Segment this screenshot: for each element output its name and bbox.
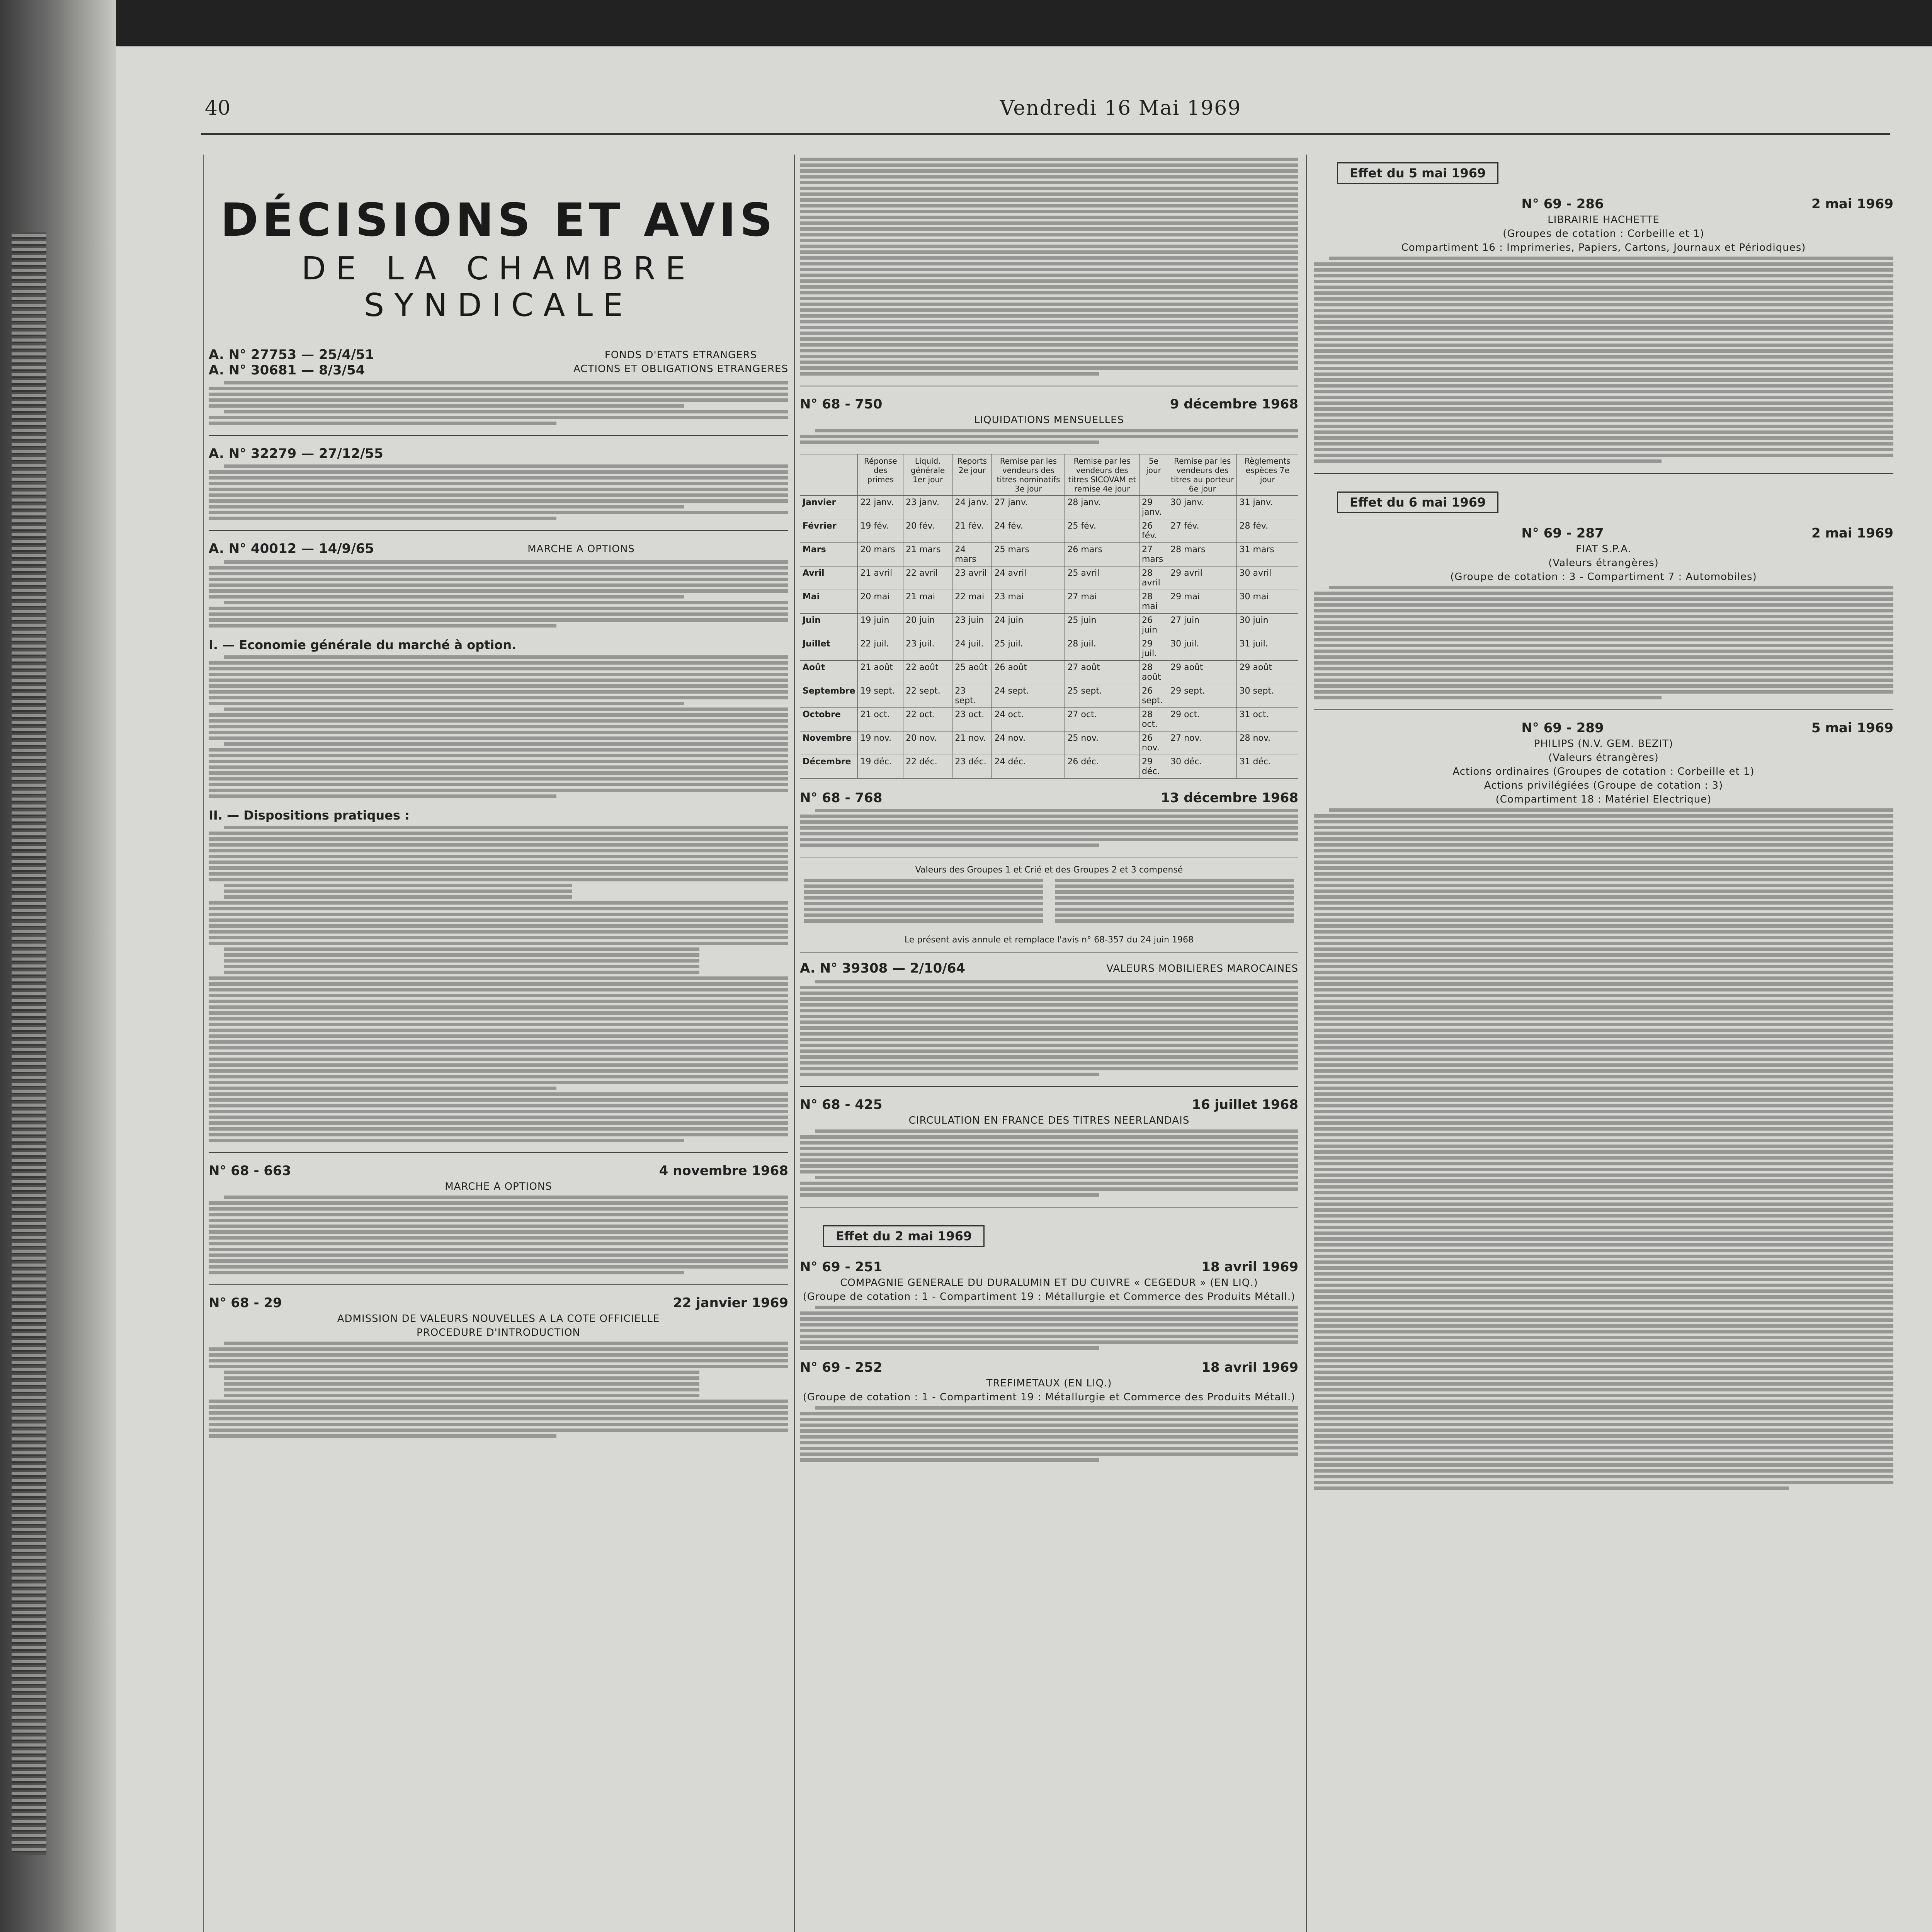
date-cell: 23 janv.	[903, 496, 952, 519]
notice-header	[1314, 196, 1893, 212]
notice-header	[800, 1259, 1298, 1275]
notice-subheading: (Groupe de cotation : 1 - Compartiment 19 : Métallurgie et Commerce des Produits Métall.)	[803, 1391, 1296, 1403]
column-left	[209, 155, 788, 1448]
notice-subheading: (Groupes de cotation : Corbeille et 1)	[1503, 228, 1704, 240]
body-text	[209, 464, 788, 520]
column-right	[1314, 155, 1893, 1500]
date-cell: 28 nov.	[1237, 731, 1298, 755]
date-cell: 30 janv.	[1168, 496, 1237, 519]
date-cell: 22 avril	[903, 566, 952, 590]
notice-heading: LIQUIDATIONS MENSUELLES	[974, 414, 1124, 426]
date-cell: 21 mai	[903, 590, 952, 614]
body-text	[800, 980, 1298, 1076]
table-header-cell: Reports 2e jour	[952, 454, 992, 496]
date-cell: 25 mars	[992, 543, 1065, 566]
notice-date: 9 décembre 1968	[1170, 396, 1298, 412]
divider	[1314, 709, 1893, 710]
body-text	[800, 429, 1298, 444]
body-text	[209, 826, 788, 1142]
body-text	[800, 809, 1298, 847]
notice-ref: N° 68 - 750	[800, 396, 883, 412]
table-header-cell: Règlements espèces 7e jour	[1237, 454, 1298, 496]
date-cell: 23 sept.	[952, 684, 992, 708]
notice-subheading: (Groupe de cotation : 3 - Compartiment 7 : Automobiles)	[1450, 571, 1757, 583]
body-text	[800, 1306, 1298, 1350]
date-cell: 29 août	[1237, 661, 1298, 684]
month-cell: Juin	[800, 614, 858, 637]
notice-date: 16 juillet 1968	[1192, 1097, 1298, 1112]
page-number: 40	[205, 97, 231, 120]
body-text	[209, 381, 788, 425]
date-cell: 27 oct.	[1065, 708, 1139, 731]
book-spine	[0, 0, 116, 1932]
table-header-cell: Remise par les vendeurs des titres nominatifs 3e jour	[992, 454, 1065, 496]
table-header-cell: Remise par les vendeurs des titres au porteur 6e jour	[1168, 454, 1237, 496]
date-cell: 28 avril	[1139, 566, 1168, 590]
notice-header	[209, 347, 788, 378]
date-cell: 30 sept.	[1237, 684, 1298, 708]
body-text	[800, 1129, 1298, 1197]
month-cell: Mars	[800, 543, 858, 566]
table-header-cell: Liquid. générale 1er jour	[903, 454, 952, 496]
date-cell: 24 juil.	[952, 637, 992, 661]
date-cell: 31 déc.	[1237, 755, 1298, 779]
notice-header	[209, 541, 788, 557]
date-cell: 26 août	[992, 661, 1065, 684]
table-row	[800, 543, 1298, 566]
notice-date: 13 décembre 1968	[1161, 790, 1298, 806]
compensation-box	[800, 857, 1298, 953]
table-row	[800, 590, 1298, 614]
divider	[209, 1152, 788, 1153]
column-rule	[203, 155, 204, 1932]
column-rule	[1306, 155, 1307, 1932]
month-cell: Décembre	[800, 755, 858, 779]
notice-ref: N° 69 - 252	[800, 1360, 883, 1375]
date-cell: 20 juin	[903, 614, 952, 637]
date-cell: 28 mars	[1168, 543, 1237, 566]
date-cell: 24 janv.	[952, 496, 992, 519]
month-cell: Juillet	[800, 637, 858, 661]
date-cell: 23 déc.	[952, 755, 992, 779]
date-cell: 22 août	[903, 661, 952, 684]
date-cell: 23 oct.	[952, 708, 992, 731]
date-cell: 27 nov.	[1168, 731, 1237, 755]
date-cell: 30 juin	[1237, 614, 1298, 637]
binding-edge	[12, 232, 46, 1855]
notice-heading: ACTIONS ET OBLIGATIONS ETRANGERES	[573, 363, 788, 375]
divider	[209, 530, 788, 531]
table-row	[800, 614, 1298, 637]
section-heading: I. — Economie générale du marché à option.	[209, 638, 517, 652]
date-cell: 30 déc.	[1168, 755, 1237, 779]
notice-ref: A. N° 27753 — 25/4/51	[209, 347, 374, 362]
divider	[209, 435, 788, 436]
notice-subheading: (Compartiment 18 : Matériel Electrique)	[1495, 794, 1712, 805]
date-cell: 29 oct.	[1168, 708, 1237, 731]
notice-date: 2 mai 1969	[1811, 526, 1893, 541]
notice-subheading: Actions ordinaires (Groupes de cotation : Corbeille et 1)	[1452, 766, 1755, 777]
month-cell: Novembre	[800, 731, 858, 755]
date-cell: 29 avril	[1168, 566, 1237, 590]
notice-subheading: (Valeurs étrangères)	[1548, 752, 1659, 764]
table-row	[800, 684, 1298, 708]
date-cell: 26 juin	[1139, 614, 1168, 637]
date-cell: 20 fév.	[903, 519, 952, 543]
month-cell: Août	[800, 661, 858, 684]
date-cell: 26 sept.	[1139, 684, 1168, 708]
notice-date: 4 novembre 1968	[659, 1163, 788, 1179]
month-cell: Octobre	[800, 708, 858, 731]
notice-date: 18 avril 1969	[1201, 1360, 1298, 1375]
date-cell: 20 mai	[858, 590, 903, 614]
column-rule	[794, 155, 795, 1932]
table-row	[800, 731, 1298, 755]
divider	[1314, 473, 1893, 474]
table-header-cell: Remise par les vendeurs des titres SICOVAM et remise 4e jour	[1065, 454, 1139, 496]
header-rule	[201, 133, 1890, 135]
date-cell: 30 juil.	[1168, 637, 1237, 661]
date-cell: 28 janv.	[1065, 496, 1139, 519]
date-cell: 19 déc.	[858, 755, 903, 779]
date-cell: 29 déc.	[1139, 755, 1168, 779]
notice-ref: A. N° 32279 — 27/12/55	[209, 446, 383, 461]
notice-subheading: (Valeurs étrangères)	[1548, 557, 1659, 569]
notice-header	[209, 1163, 788, 1179]
date-cell: 27 août	[1065, 661, 1139, 684]
notice-subheading: Actions privilégiées (Groupe de cotation : 3)	[1484, 780, 1723, 791]
date-cell: 26 fév.	[1139, 519, 1168, 543]
body-text	[800, 158, 1298, 376]
notice-date: 5 mai 1969	[1811, 720, 1893, 736]
date-cell: 29 sept.	[1168, 684, 1237, 708]
date-cell: 29 juil.	[1139, 637, 1168, 661]
date-cell: 25 août	[952, 661, 992, 684]
month-cell: Avril	[800, 566, 858, 590]
notice-ref: N° 69 - 251	[800, 1259, 883, 1275]
body-text	[209, 1196, 788, 1274]
date-cell: 23 mai	[992, 590, 1065, 614]
month-cell: Mai	[800, 590, 858, 614]
notice-header	[209, 1295, 788, 1311]
notice-ref: N° 68 - 663	[209, 1163, 291, 1179]
date-cell: 30 mai	[1237, 590, 1298, 614]
notice-heading: FONDS D'ETATS ETRANGERS	[604, 349, 757, 361]
date-cell: 22 sept.	[903, 684, 952, 708]
date-cell: 24 nov.	[992, 731, 1065, 755]
date-cell: 31 janv.	[1237, 496, 1298, 519]
table-row	[800, 496, 1298, 519]
date-cell: 21 nov.	[952, 731, 992, 755]
date-cell: 26 nov.	[1139, 731, 1168, 755]
notice-subheading: Compartiment 16 : Imprimeries, Papiers, Cartons, Journaux et Périodiques)	[1401, 242, 1806, 253]
date-cell: 24 avril	[992, 566, 1065, 590]
date-cell: 24 fév.	[992, 519, 1065, 543]
notice-header	[1314, 720, 1893, 736]
table-row	[800, 755, 1298, 779]
date-cell: 22 oct.	[903, 708, 952, 731]
notice-header	[800, 396, 1298, 412]
notice-heading: LIBRAIRIE HACHETTE	[1548, 214, 1660, 226]
body-text	[1314, 257, 1893, 463]
date-cell: 25 juin	[1065, 614, 1139, 637]
notice-header	[800, 961, 1298, 977]
date-cell: 25 avril	[1065, 566, 1139, 590]
notice-ref: N° 69 - 287	[1521, 526, 1604, 541]
date-cell: 19 juin	[858, 614, 903, 637]
notice-heading: TREFIMETAUX (EN LIQ.)	[986, 1378, 1112, 1389]
month-cell: Janvier	[800, 496, 858, 519]
date-cell: 24 mars	[952, 543, 992, 566]
date-cell: 25 fév.	[1065, 519, 1139, 543]
notice-heading: COMPAGNIE GENERALE DU DURALUMIN ET DU CUIVRE « CEGEDUR » (EN LIQ.)	[840, 1277, 1258, 1289]
date-cell: 24 juin	[992, 614, 1065, 637]
table-header-cell: Réponse des primes	[858, 454, 903, 496]
body-text	[209, 655, 788, 798]
notice-ref: A. N° 39308 — 2/10/64	[800, 961, 966, 976]
date-cell: 25 sept.	[1065, 684, 1139, 708]
table-header-cell	[800, 454, 858, 496]
notice-header	[1314, 526, 1893, 541]
date-cell: 31 oct.	[1237, 708, 1298, 731]
date-cell: 30 avril	[1237, 566, 1298, 590]
notice-heading: CIRCULATION EN FRANCE DES TITRES NEERLANDAIS	[908, 1115, 1190, 1126]
date-cell: 23 avril	[952, 566, 992, 590]
notice-heading: VALEURS MOBILIERES MAROCAINES	[1106, 963, 1298, 975]
date-cell: 28 fév.	[1237, 519, 1298, 543]
date-cell: 28 oct.	[1139, 708, 1168, 731]
notice-header	[800, 790, 1298, 806]
notice-heading: MARCHE A OPTIONS	[527, 543, 635, 555]
notice-ref: A. N° 30681 — 8/3/54	[209, 362, 365, 378]
notice-ref: N° 69 - 289	[1521, 720, 1604, 736]
date-cell: 23 juil.	[903, 637, 952, 661]
date-cell: 29 janv.	[1139, 496, 1168, 519]
notice-ref: N° 69 - 286	[1521, 196, 1604, 212]
table-row	[800, 708, 1298, 731]
date-cell: 22 mai	[952, 590, 992, 614]
date-cell: 21 fév.	[952, 519, 992, 543]
date-cell: 21 oct.	[858, 708, 903, 731]
date-cell: 27 juin	[1168, 614, 1237, 637]
month-cell: Septembre	[800, 684, 858, 708]
notice-heading: PROCEDURE D'INTRODUCTION	[417, 1327, 580, 1338]
date-cell: 31 mars	[1237, 543, 1298, 566]
date-cell: 29 mai	[1168, 590, 1237, 614]
date-cell: 19 nov.	[858, 731, 903, 755]
date-cell: 22 juil.	[858, 637, 903, 661]
date-cell: 28 août	[1139, 661, 1168, 684]
date-cell: 25 nov.	[1065, 731, 1139, 755]
section-title: DÉCISIONS ET AVIS	[220, 193, 777, 247]
date-cell: 26 mars	[1065, 543, 1139, 566]
notice-date: 18 avril 1969	[1201, 1259, 1298, 1275]
divider	[800, 1207, 1298, 1208]
effect-date-box: Effet du 2 mai 1969	[823, 1225, 985, 1247]
liquidation-table	[800, 454, 1298, 779]
column-middle	[800, 155, 1298, 1472]
body-text	[209, 1342, 788, 1438]
body-text	[1314, 808, 1893, 1490]
body-text	[1314, 586, 1893, 699]
date-cell: 24 oct.	[992, 708, 1065, 731]
section-heading: II. — Dispositions pratiques :	[209, 808, 410, 823]
date-cell: 19 sept.	[858, 684, 903, 708]
notice-header	[800, 1097, 1298, 1112]
date-cell: 27 janv.	[992, 496, 1065, 519]
notice-ref: A. N° 40012 — 14/9/65	[209, 541, 374, 556]
date-cell: 22 janv.	[858, 496, 903, 519]
date-cell: 28 mai	[1139, 590, 1168, 614]
divider	[209, 1284, 788, 1285]
effect-date-box: Effet du 5 mai 1969	[1337, 162, 1498, 184]
date-cell: 28 juil.	[1065, 637, 1139, 661]
date-cell: 24 déc.	[992, 755, 1065, 779]
body-text	[800, 1406, 1298, 1462]
notice-ref: N° 68 - 768	[800, 790, 883, 806]
notice-date: 22 janvier 1969	[673, 1295, 788, 1311]
table-header-cell: 5e jour	[1139, 454, 1168, 496]
notice-heading: PHILIPS (N.V. GEM. BEZIT)	[1534, 738, 1673, 750]
table-row	[800, 519, 1298, 543]
page-date: Vendredi 16 Mai 1969	[1000, 97, 1242, 120]
date-cell: 22 déc.	[903, 755, 952, 779]
table-row	[800, 566, 1298, 590]
month-cell: Février	[800, 519, 858, 543]
notice-date: 2 mai 1969	[1811, 196, 1893, 212]
date-cell: 27 fév.	[1168, 519, 1237, 543]
date-cell: 21 avril	[858, 566, 903, 590]
notice-ref: N° 68 - 425	[800, 1097, 883, 1112]
date-cell: 21 mars	[903, 543, 952, 566]
notice-header	[800, 1360, 1298, 1375]
date-cell: 19 fév.	[858, 519, 903, 543]
notice-heading: FIAT S.P.A.	[1576, 543, 1631, 555]
date-cell: 26 déc.	[1065, 755, 1139, 779]
table-note: Le présent avis annule et remplace l'avis n° 68-357 du 24 juin 1968	[905, 935, 1194, 945]
notice-ref: N° 68 - 29	[209, 1295, 282, 1311]
table-caption: Valeurs des Groupes 1 et Crié et des Groupes 2 et 3 compensé	[915, 865, 1183, 875]
effect-date-box: Effet du 6 mai 1969	[1337, 492, 1498, 513]
date-cell: 20 mars	[858, 543, 903, 566]
date-cell: 21 août	[858, 661, 903, 684]
section-subtitle: DE LA CHAMBRE SYNDICALE	[301, 250, 696, 324]
notice-header	[209, 446, 788, 461]
date-cell: 23 juin	[952, 614, 992, 637]
date-cell: 31 juil.	[1237, 637, 1298, 661]
body-text	[209, 560, 788, 628]
date-cell: 27 mars	[1139, 543, 1168, 566]
divider	[800, 1086, 1298, 1087]
notice-heading: ADMISSION DE VALEURS NOUVELLES A LA COTE OFFICIELLE	[337, 1313, 660, 1325]
table-row	[800, 637, 1298, 661]
notice-heading: MARCHE A OPTIONS	[445, 1181, 552, 1192]
date-cell: 20 nov.	[903, 731, 952, 755]
notice-subheading: (Groupe de cotation : 1 - Compartiment 19 : Métallurgie et Commerce des Produits Métall.)	[803, 1291, 1296, 1303]
date-cell: 24 sept.	[992, 684, 1065, 708]
table-row	[800, 661, 1298, 684]
date-cell: 27 mai	[1065, 590, 1139, 614]
date-cell: 25 juil.	[992, 637, 1065, 661]
date-cell: 29 août	[1168, 661, 1237, 684]
